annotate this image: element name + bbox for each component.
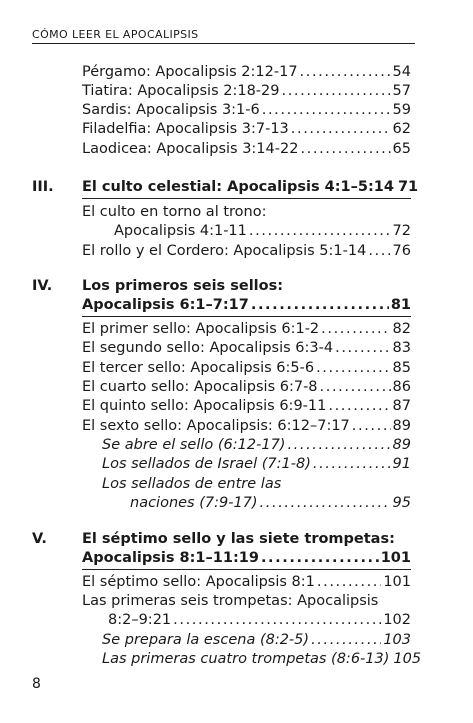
toc-entry-seis-trompetas-line1: Las primeras seis trompetas: Apocalipsis	[82, 593, 379, 609]
toc-entry-sardis: Sardis: Apocalipsis 3:1-6 ..... 59	[82, 101, 411, 119]
toc-entry-seis-trompetas: 8:2–9:21 ..... 102	[108, 611, 411, 629]
toc-entry-quinto-sello: El quinto sello: Apocalipsis 6:9-11 ..... 87	[82, 397, 411, 415]
section-iv-rule	[82, 316, 411, 317]
toc-section-v-line1: El séptimo sello y las siete trompetas:	[82, 531, 395, 547]
toc-entry-primer-sello: El primer sello: Apocalipsis 6:1-2 ..... 82	[82, 320, 411, 338]
toc-entry-rollo: El rollo y el Cordero: Apocalipsis 5:1-14 ..... 76	[82, 242, 411, 260]
toc-entry-tercer-sello: El tercer sello: Apocalipsis 6:5-6 ..... 85	[82, 359, 411, 377]
toc-entry-sellados-naciones-line1: Los sellados de entre las	[102, 476, 282, 492]
toc-section-iv-line1: Los primeros seis sellos:	[82, 278, 284, 294]
header-rule	[32, 43, 415, 44]
toc-entry-se-abre-el-sello: Se abre el sello (6:12-17) ..... 89	[102, 436, 411, 454]
toc-entry-pergamo: Pérgamo: Apocalipsis 2:12-17 ..... 54	[82, 63, 411, 81]
section-iii-rule	[82, 198, 411, 199]
toc-section-v: Apocalipsis 8:1–11:19 ..... 101	[82, 549, 411, 567]
toc-entry-sexto-sello: El sexto sello: Apocalipsis: 6:12–7:17 ..... 89	[82, 417, 411, 435]
section-number-v: V.	[32, 531, 47, 547]
section-number-iii: III.	[32, 179, 54, 195]
page-number: 8	[32, 676, 41, 692]
toc-entry-se-prepara-la-escena: Se prepara la escena (8:2-5) ..... 103	[102, 631, 411, 649]
toc-entry-sellados-israel: Los sellados de Israel (7:1-8) ..... 91	[102, 455, 411, 473]
toc-section-iii: El culto celestial: Apocalipsis 4:1–5:14 71	[82, 179, 419, 195]
section-number-iv: IV.	[32, 278, 53, 294]
toc-entry-laodicea: Laodicea: Apocalipsis 3:14-22 ..... 65	[82, 140, 411, 158]
toc-entry-filadelfia: Filadelfia: Apocalipsis 3:7-13 ..... 62	[82, 120, 411, 138]
toc-entry-sellados-naciones: naciones (7:9-17) ..... 95	[130, 494, 411, 512]
toc-entry-tiatira: Tiatira: Apocalipsis 2:18-29 ..... 57	[82, 82, 411, 100]
toc-section-iv: Apocalipsis 6:1–7:17 ..... 81	[82, 296, 411, 314]
toc-entry-cuatro-trompetas: Las primeras cuatro trompetas (8:6-13) 105	[102, 651, 422, 667]
section-v-rule	[82, 569, 411, 570]
toc-entry-septimo-sello: El séptimo sello: Apocalipsis 8:1 ..... 101	[82, 573, 411, 591]
toc-entry-culto: Apocalipsis 4:1-11 ..... 72	[114, 222, 411, 240]
toc-entry-segundo-sello: El segundo sello: Apocalipsis 6:3-4 ..... 83	[82, 339, 411, 357]
toc-entry-culto-line1: El culto en torno al trono:	[82, 204, 267, 220]
toc-entry-cuarto-sello: El cuarto sello: Apocalipsis 6:7-8 ..... 86	[82, 378, 411, 396]
running-header: CÓMO LEER EL APOCALIPSIS	[32, 28, 199, 41]
